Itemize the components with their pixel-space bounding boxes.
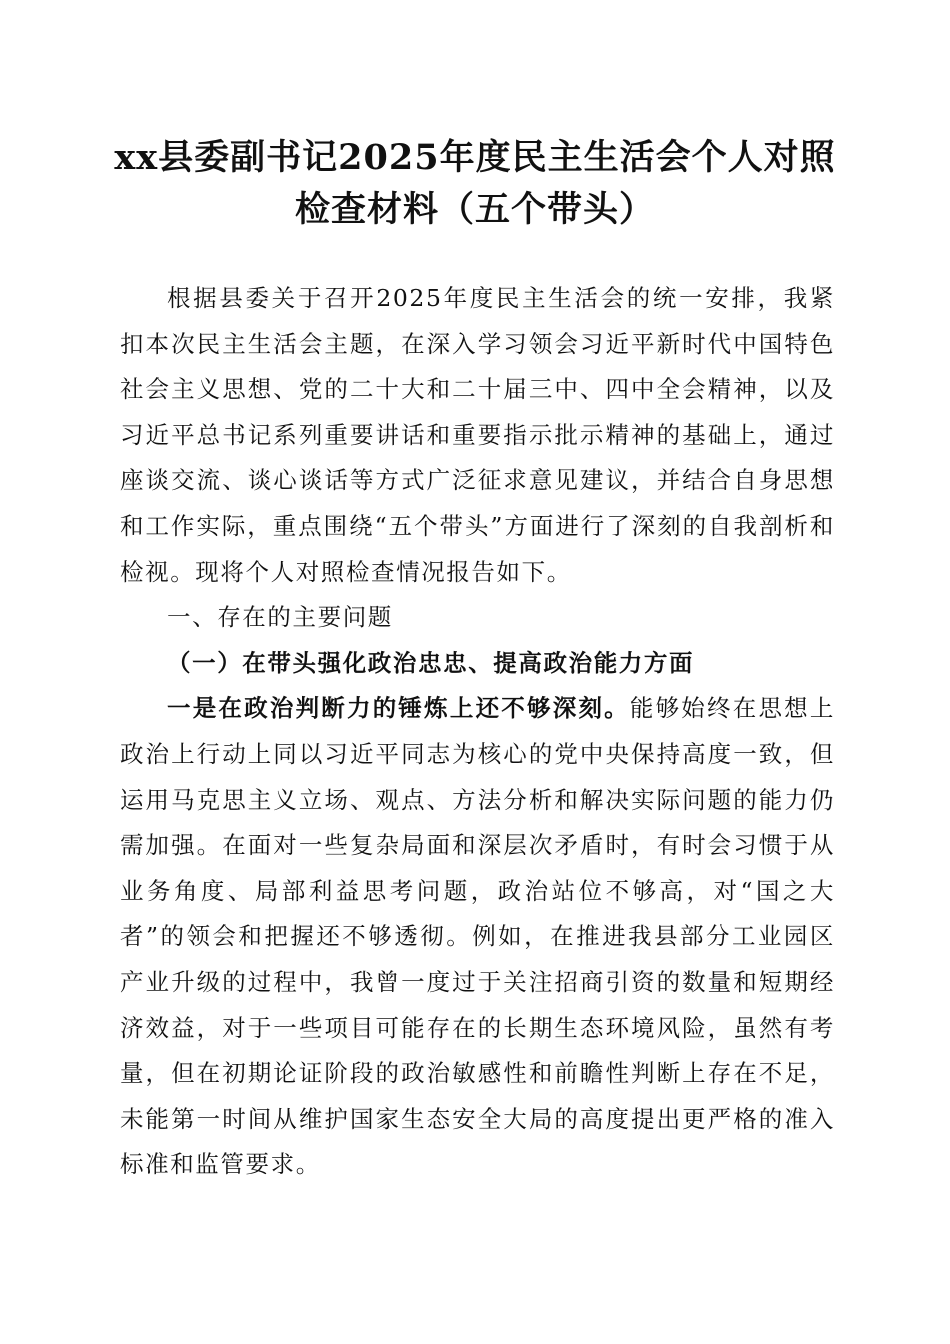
point-lead: 一是在政治判断力的锤炼上还不够深刻。 — [167, 694, 630, 723]
point-paragraph — [120, 686, 835, 1188]
title-line-1: xx县委副书记2025年度民主生活会个人对照 — [114, 137, 836, 178]
point-body: 能够始终在思想上政治上行动上同以习近平同志为核心的党中央保持高度一致，但运用马克思主义立场、观点、方法分析和解决实际问题的能力仍需加强。在面对一些复杂局面和深层次矛盾时，有时会习惯于从业务角度、局部利益思考问题，政治站位不够高，对“国之大者”的领会和把握还不够透彻。例如，在推进我县部分工业园区产业升级的过程中，我曾一度过于关注招商引资的数量和短期经济效益，对于一些项目可能存在的长期生态环境风险，虽然有考量，但在初期论证阶段的政治敏感性和前瞻性判断上存在不足，未能第一时间从维护国家生态安全大局的高度提出更严格的准入标准和监管要求。 — [120, 694, 835, 1179]
intro-paragraph: 根据县委关于召开2025年度民主生活会的统一安排，我紧扣本次民主生活会主题，在深入学习领会习近平新时代中国特色社会主义思想、党的二十大和二十届三中、四中全会精神，以及习近平总书记系列重要讲话和重要指示批示精神的基础上，通过座谈交流、谈心谈话等方式广泛征求意见建议，并结合自身思想和工作实际，重点围绕“五个带头”方面进行了深刻的自我剖析和检视。现将个人对照检查情况报告如下。 — [120, 284, 835, 586]
document-body — [120, 276, 835, 1188]
subsection-heading: （一）在带头强化政治忠忠、提高政治能力方面 — [167, 648, 695, 677]
title-line-2: 检查材料（五个带头） — [294, 189, 655, 230]
document-title — [100, 132, 850, 236]
section-heading: 一、存在的主要问题 — [167, 603, 393, 632]
